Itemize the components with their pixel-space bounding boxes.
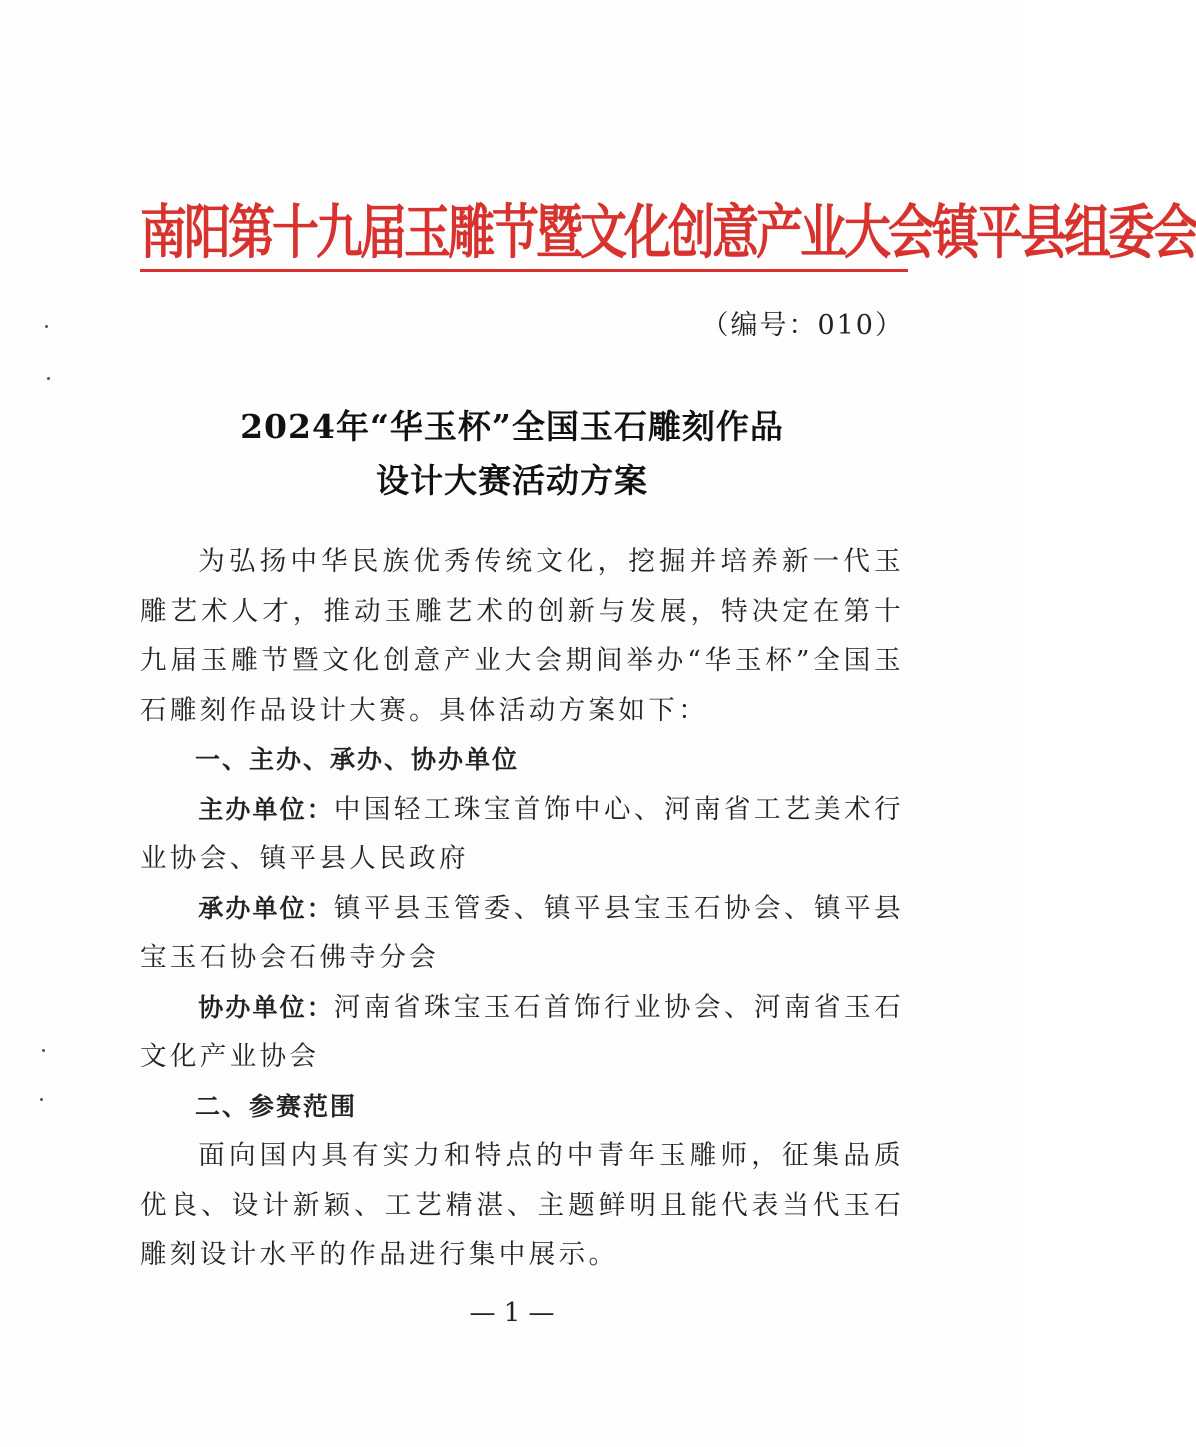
co-organizer-paragraph bbox=[140, 983, 904, 1082]
section-2-heading: 二、参赛范围 bbox=[195, 1091, 358, 1121]
document-title-line-1: 2024年“华玉杯”全国玉石雕刻作品 bbox=[240, 407, 784, 446]
scan-speck bbox=[45, 325, 48, 328]
scan-speck bbox=[40, 1098, 43, 1101]
section-1-heading: 一、主办、承办、协办单位 bbox=[195, 745, 520, 774]
co-organizer-text: 河南省珠宝玉石首饰行业协会、河南省玉石文化产业协会 bbox=[140, 991, 904, 1072]
issuer-header: 南阳第十九届玉雕节暨文化创意产业大会镇平县组委会 bbox=[140, 198, 1196, 268]
scan-speck bbox=[42, 1049, 45, 1052]
document-number: （编号：010） bbox=[701, 310, 904, 341]
host-label: 主办单位： bbox=[198, 794, 334, 824]
organizer-paragraph bbox=[140, 884, 904, 983]
page-number: — 1 — bbox=[469, 1298, 555, 1328]
document-body bbox=[140, 537, 904, 1280]
document-title-line-2: 设计大赛活动方案 bbox=[376, 461, 648, 500]
host-paragraph bbox=[140, 785, 904, 884]
scope-paragraph: 面向国内具有实力和特点的中青年玉雕师，征集品质优良、设计新颖、工艺精湛、主题鲜明且能代表当代玉石雕刻设计水平的作品进行集中展示。 bbox=[140, 1140, 904, 1270]
header-red-rule bbox=[140, 269, 908, 272]
host-text: 中国轻工珠宝首饰中心、河南省工艺美术行业协会、镇平县人民政府 bbox=[140, 793, 904, 874]
scan-speck bbox=[47, 377, 50, 380]
organizer-text: 镇平县玉管委、镇平县宝玉石协会、镇平县宝玉石协会石佛寺分会 bbox=[140, 892, 904, 973]
intro-paragraph: 为弘扬中华民族优秀传统文化，挖掘并培养新一代玉雕艺术人才，推动玉雕艺术的创新与发展，特决定在第十九届玉雕节暨文化创意产业大会期间举办“华玉杯”全国玉石雕刻作品设计大赛。具体活动方案如下： bbox=[140, 546, 904, 726]
organizer-label: 承办单位： bbox=[198, 893, 334, 923]
co-organizer-label: 协办单位： bbox=[198, 992, 334, 1022]
